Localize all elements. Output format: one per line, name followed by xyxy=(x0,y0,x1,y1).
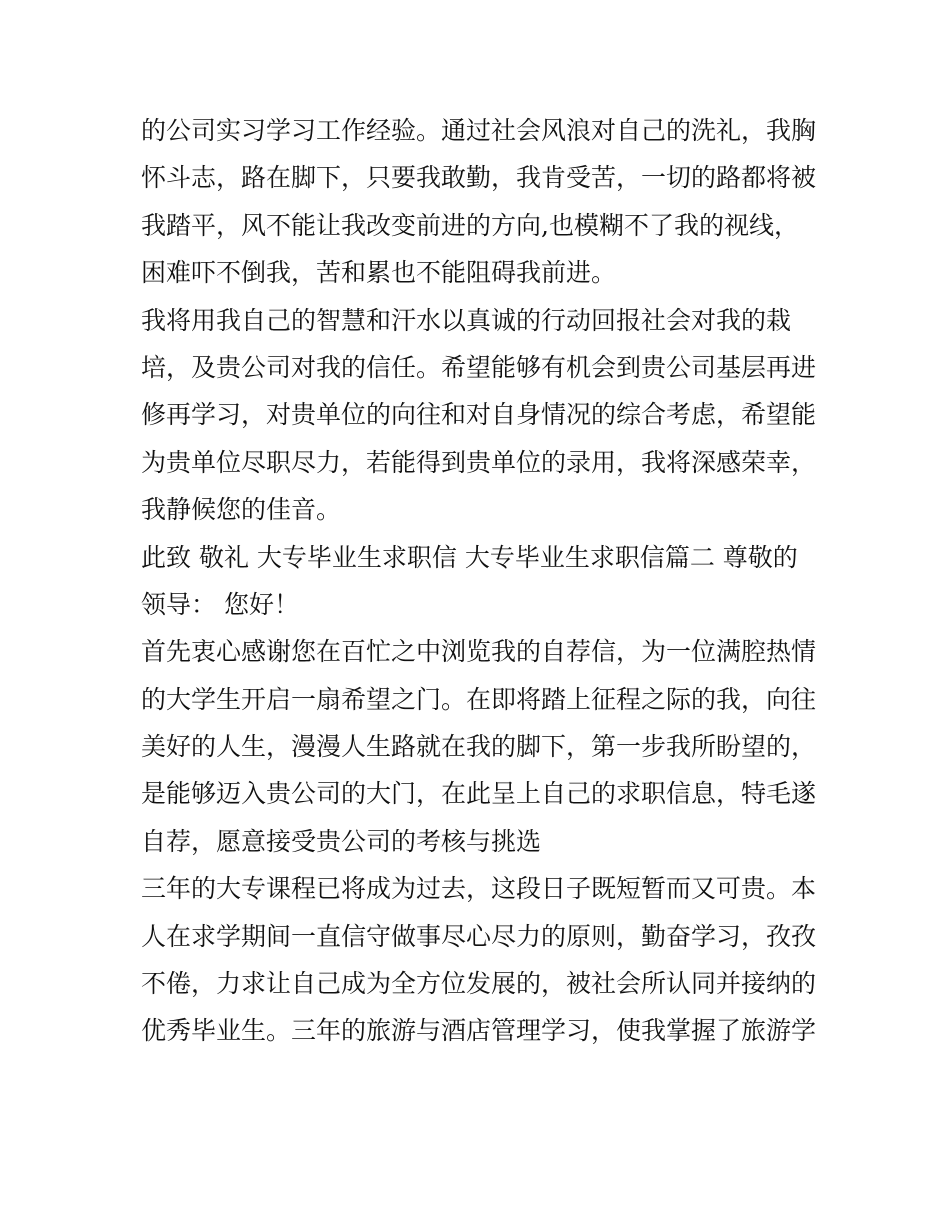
text-line: 我踏平，风不能让我改变前进的方向,也模糊不了我的视线， xyxy=(141,210,799,240)
text-line: 此致 敬礼 大专毕业生求职信 大专毕业生求职信篇二 尊敬的 xyxy=(141,542,798,572)
text-line: 困难吓不倒我，苦和累也不能阻碍我前进。 xyxy=(141,258,617,288)
text-line: 领导： 您好！ xyxy=(141,589,299,619)
text-line: 培，及贵公司对我的信任。希望能够有机会到贵公司基层再进 xyxy=(141,352,817,382)
text-line: 三年的大专课程已将成为过去，这段日子既短暂而又可贵。本 xyxy=(141,874,817,904)
text-line: 自荐，愿意接受贵公司的考核与挑选 xyxy=(141,826,542,856)
text-line: 我静候您的佳音。 xyxy=(141,495,342,525)
text-line: 的大学生开启一扇希望之门。在即将踏上征程之际的我，向往 xyxy=(141,684,817,714)
text-line: 为贵单位尽职尽力，若能得到贵单位的录用，我将深感荣幸， xyxy=(141,447,817,477)
text-line: 的公司实习学习工作经验。通过社会风浪对自己的洗礼，我胸 xyxy=(141,116,817,145)
text-line: 我将用我自己的智慧和汗水以真诚的行动回报社会对我的栽 xyxy=(141,305,792,335)
letter-body xyxy=(141,107,831,1055)
text-line: 是能够迈入贵公司的大门，在此呈上自己的求职信息，特毛遂 xyxy=(141,779,817,809)
text-line: 首先衷心感谢您在百忙之中浏览我的自荐信，为一位满腔热情 xyxy=(141,637,817,667)
text-line: 人在求学期间一直信守做事尽心尽力的原则，勤奋学习，孜孜 xyxy=(141,921,817,951)
text-line: 修再学习，对贵单位的向往和对自身情况的综合考虑，希望能 xyxy=(141,400,817,430)
text-line: 不倦，力求让自己成为全方位发展的，被社会所认同并接纳的 xyxy=(141,969,817,999)
text-line: 优秀毕业生。三年的旅游与酒店管理学习，使我掌握了旅游学 xyxy=(141,1016,817,1046)
text-line: 怀斗志，路在脚下，只要我敢勤，我肯受苦，一切的路都将被 xyxy=(141,163,817,193)
text-line: 美好的人生，漫漫人生路就在我的脚下，第一步我所盼望的， xyxy=(141,732,817,762)
